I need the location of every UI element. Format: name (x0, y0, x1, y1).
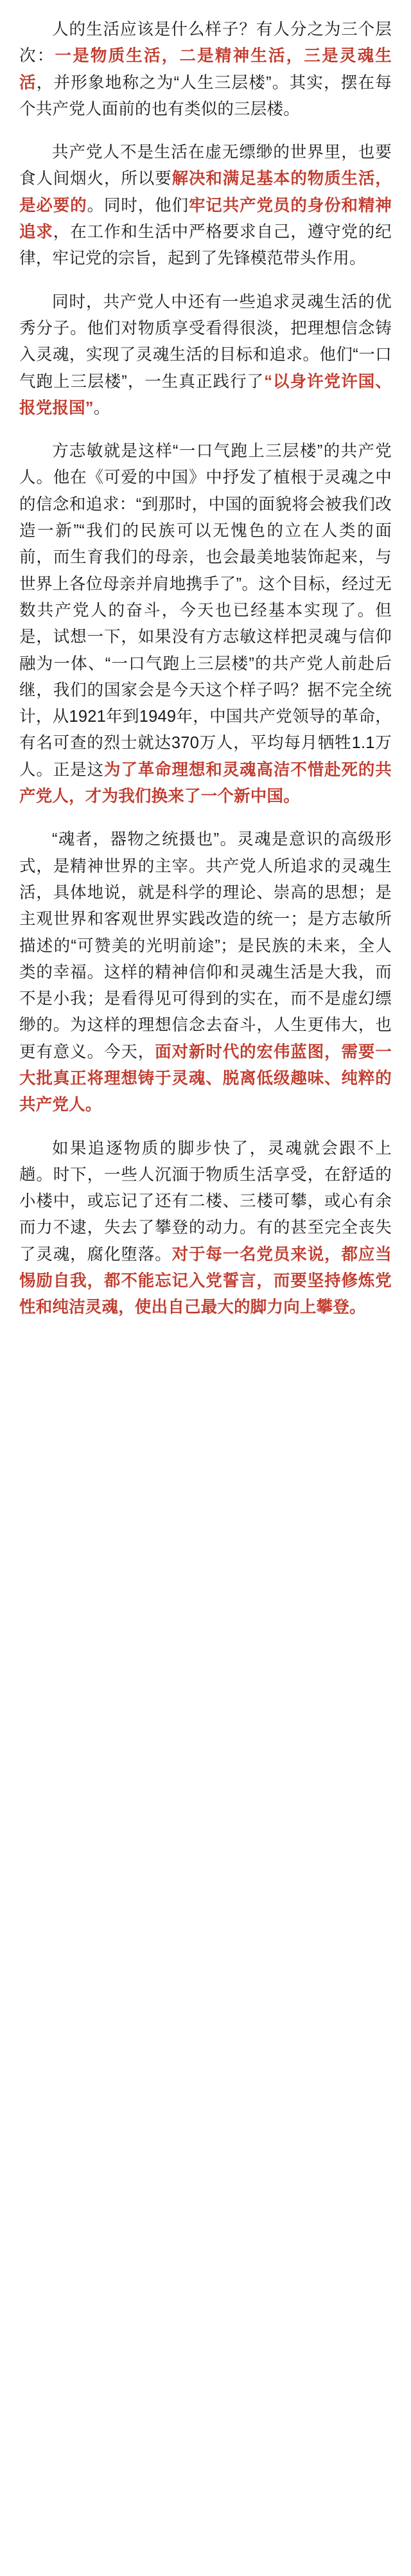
body-text: 。 (93, 398, 110, 417)
body-text: “魂者，器物之统摄也”。灵魂是意识的高级形式，是精神世界的主宰。共产党人所追求的灵魂生活，具体地说，就是科学的理论、崇高的思想；是主观世界和客观世界实践改造的统一；是方志敏所描述的“可赞美的光明前途”；是民族的未来，全人类的幸福。这样的精神信仰和灵魂生活是大我，而不是小我；是看得见可得到的实在，而不是虚幻缥缈的。为这样的理想信念去奋斗，人生更伟大，也更有意义。今天， (19, 830, 392, 1061)
body-text: ，在工作和生活中严格要求自己，遵守党的纪律，牢记党的宗旨，起到了先锋模范带头作用。 (19, 223, 392, 268)
article-paragraph (19, 139, 392, 272)
highlighted-text: 牢记共产党员的身份和精神追求 (19, 196, 392, 242)
article-body (19, 17, 392, 1321)
body-text: 同时，共产党人中还有一些追求灵魂生活的优秀分子。他们对物质享受看得很淡，把理想信念铸入灵魂，实现了灵魂生活的目标和追求。他们“一口气跑上三层楼”，一生真正践行了 (19, 292, 392, 391)
highlighted-text: 对于每一名党员来说，都应当惕励自我，都不能忘记入党誓言，而要坚持修炼党性和纯洁灵魂，使出自己最大的脚力向上攀登。 (19, 1245, 392, 1317)
body-text: 方志敏就是这样“一口气跑上三层楼”的共产党人。他在《可爱的中国》中抒发了植根于灵魂之中的信念和追求：“到那时，中国的面貌将会被我们改造一新”“我们的民族可以无愧色的立在人类的面前，而生育我们的母亲，也会最美地装饰起来，与世界上各位母亲并肩地携手了”。这个目标，经过无数共产党人的奋斗，今天也已经基本实现了。但是，试想一下，如果没有方志敏这样把灵魂与信仰融为一体、“一口气跑上三层楼”的共产党人前赴后继，我们的国家会是今天这个样子吗？据不完全统计，从1921年到1949年，中国共产党领导的革命，有名可查的烈士就达370万人，平均每月牺牲1.1万人。正是这 (19, 442, 392, 779)
body-text: 共产党人不是生活在虚无缥缈的世界里，也要食人间烟火，所以要 (19, 143, 392, 188)
article-paragraph (19, 1136, 392, 1321)
highlighted-text: 一是物质生活，二是精神生活，三是灵魂生活 (19, 47, 392, 92)
article-paragraph (19, 289, 392, 422)
body-text: ，并形象地称之为“人生三层楼”。其实，摆在每个共产党人面前的也有类似的三层楼。 (19, 73, 392, 118)
highlighted-text: 为了革命理想和灵魂高洁不惜赴死的共产党人，才为我们换来了一个新中国。 (19, 760, 392, 806)
highlighted-text: 解决和满足基本的物质生活，是必要的 (19, 170, 392, 215)
article-paragraph (19, 827, 392, 1118)
body-text: 。同时，他们 (87, 196, 189, 215)
article-paragraph (19, 17, 392, 123)
highlighted-text: “以身许党许国、报党报国” (19, 372, 392, 417)
body-text: 如果追逐物质的脚步快了，灵魂就会跟不上趟。时下，一些人沉湎于物质生活享受，在舒适的小楼中，或忘记了还有二楼、三楼可攀，或心有余而力不逮，失去了攀登的动力。有的甚至完全丧失了灵魂，腐化堕落。 (19, 1139, 392, 1264)
highlighted-text: 面对新时代的宏伟蓝图，需要一大批真正将理想铸于灵魂、脱离低级趣味、纯粹的共产党人。 (19, 1042, 392, 1114)
article-paragraph (19, 438, 392, 810)
body-text: 人的生活应该是什么样子？有人分之为三个层次： (19, 21, 392, 66)
